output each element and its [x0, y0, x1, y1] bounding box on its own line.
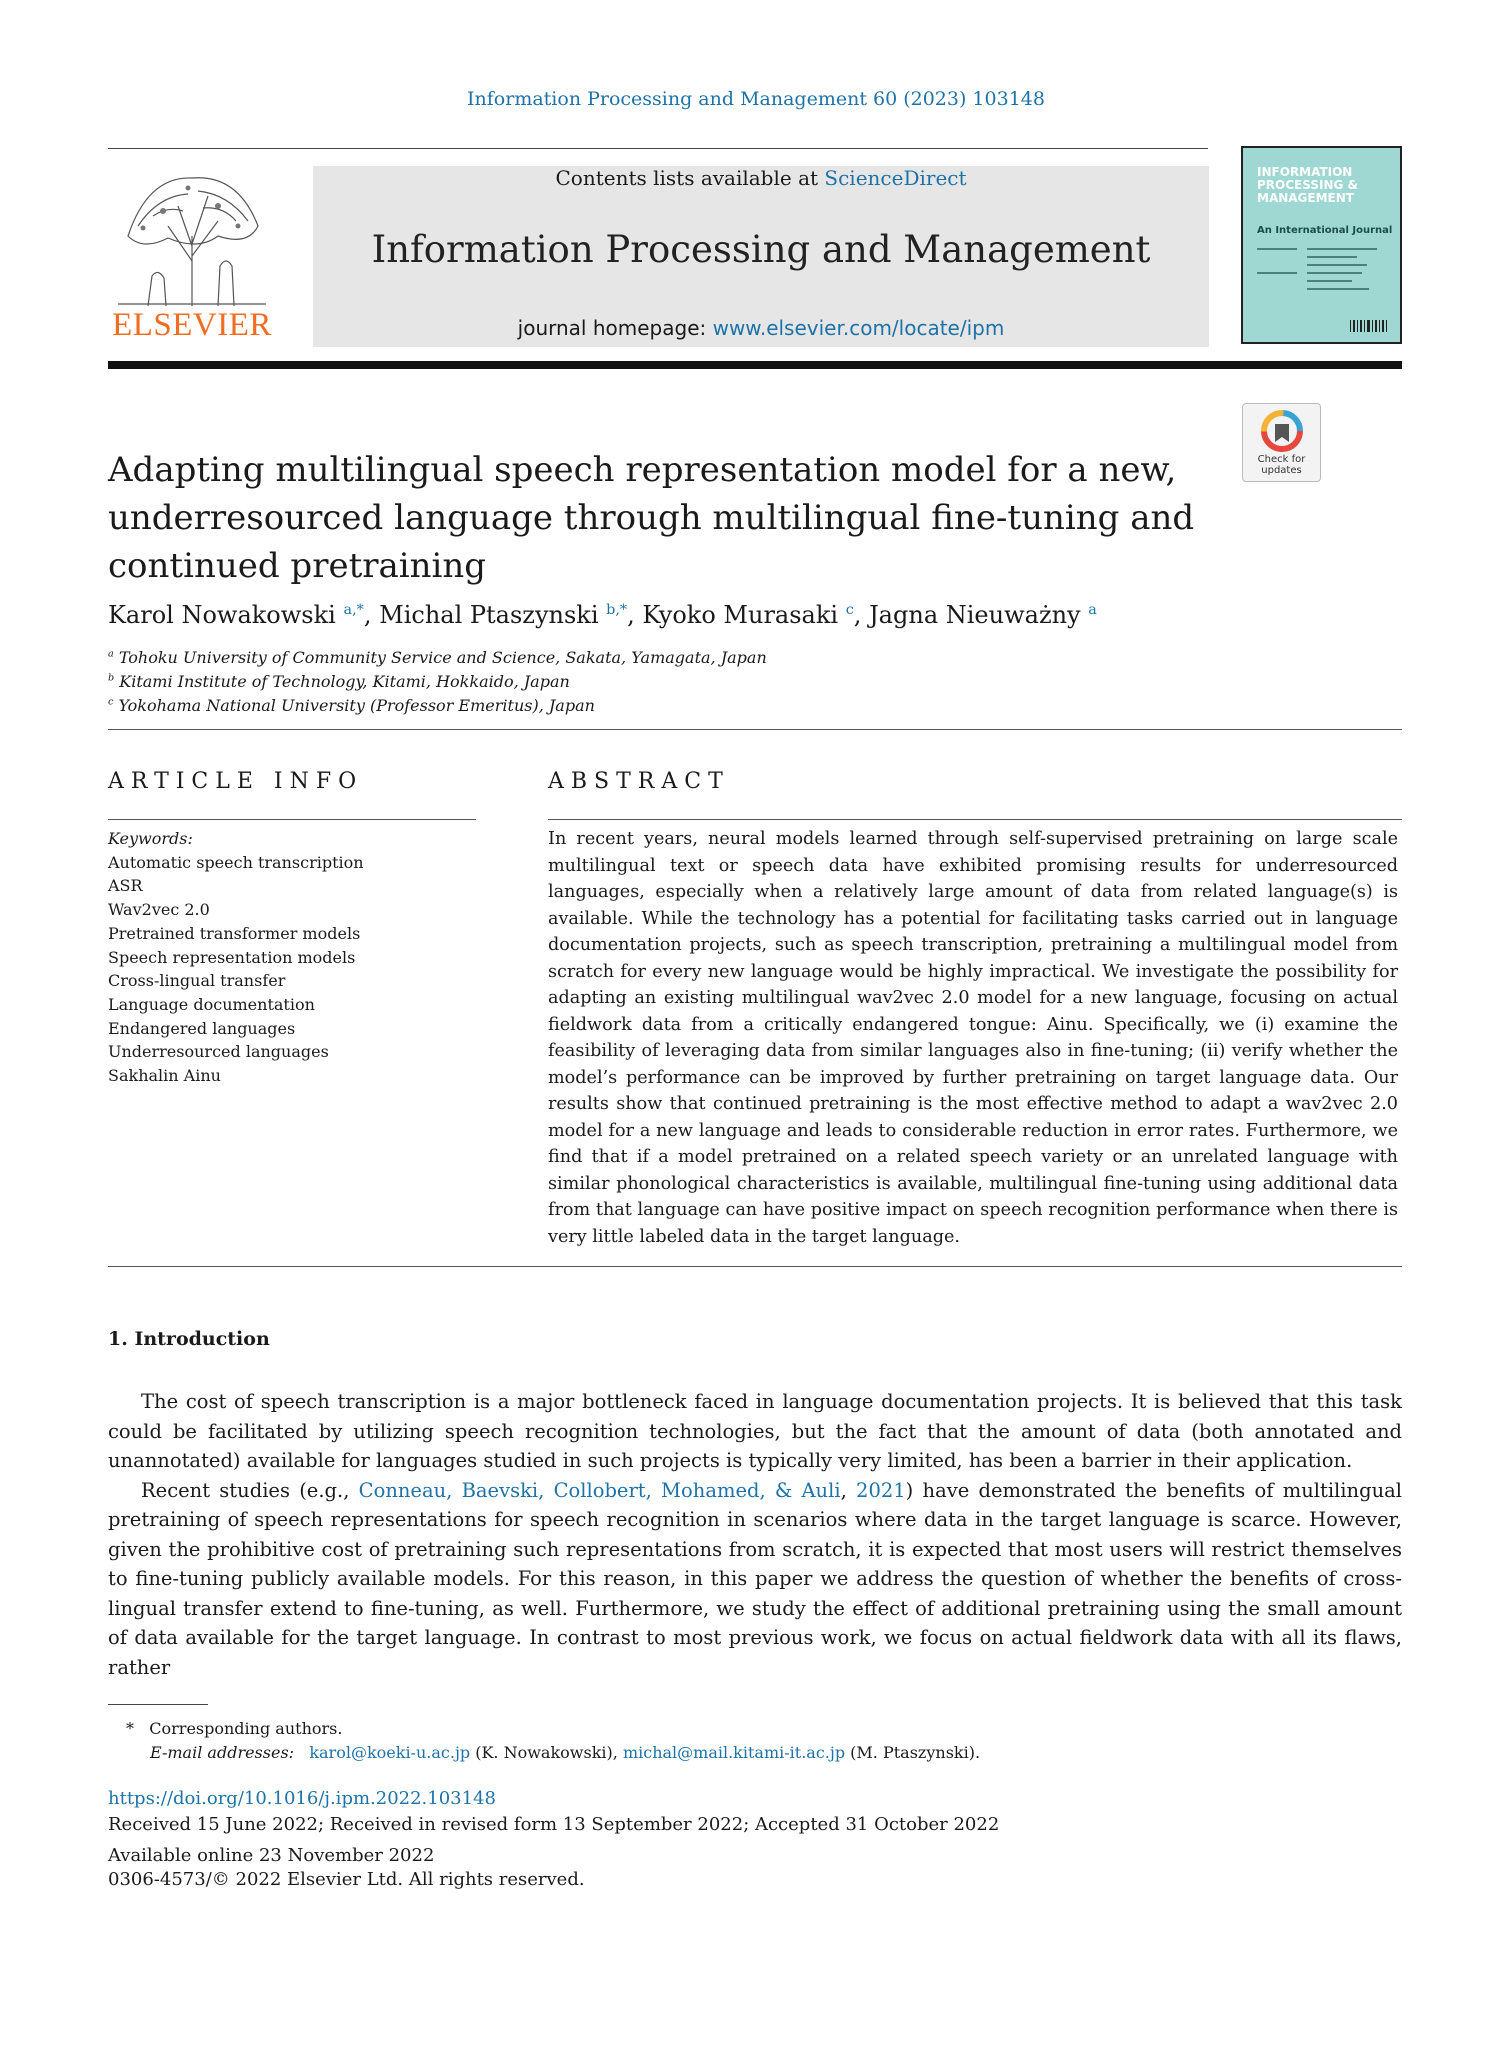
intro-text: , — [840, 1478, 857, 1502]
email-link[interactable]: karol@koeki-u.ac.jp — [309, 1743, 471, 1762]
email-owner: (K. Nowakowski), — [475, 1743, 618, 1762]
available-online: Available online 23 November 2022 — [108, 1845, 435, 1866]
email-label: E-mail addresses: — [150, 1743, 295, 1762]
keyword-item: Automatic speech transcription — [108, 852, 364, 872]
intro-paragraph: The cost of speech transcription is a major bottleneck faced in language documentation projects. It is believed that this task could be facilitated by utilizing speech recognition technologies, but the fact that the amount of data (both annotated and unannotated) available for languages studied in such projects is typically very limited, has been a barrier in their application. — [108, 1390, 1402, 1472]
intro-paragraph — [108, 1476, 1402, 1683]
keyword-item: Sakhalin Ainu — [108, 1066, 221, 1086]
contents-line — [313, 166, 1209, 190]
check-updates-icon — [1261, 410, 1303, 452]
homepage-prefix: journal homepage: — [517, 316, 713, 340]
citation-link[interactable]: Conneau, Baevski, Collobert, Mohamed, & Auli — [358, 1478, 841, 1502]
keyword-item: Speech representation models — [108, 947, 356, 967]
cover-text-lines — [1257, 244, 1387, 304]
abstract-text: In recent years, neural models learned through self-supervised pretraining on large scale multilingual text or speech data have exhibited promising results for underresourced languages, especially when a relatively large amount of data from related language(s) is available. While the technology has a potential for facilitating tasks carried out in language documentation projects, such as speech transcription, pretraining a multilingual model from scratch for every new language would be highly impractical. We investigate the possibility for adapting an existing multilingual wav2vec 2.0 model for a new language, focusing on actual fieldwork data from a critically endangered tongue: Ainu. Specifically, we (i) examine the feasibility of leveraging data from similar languages also in fine-tuning; (ii) verify whether the model’s performance can be improved by further pretraining on target language data. Our results show that continued pretraining is the most effective method to adapt a wav2vec 2.0 model for a new language and leads to considerable reduction in error rates. Furthermore, we find that if a model pretrained on a related speech variety or an unrelated language with similar phonological characteristics is available, multilingual fine-tuning using additional data from that language can have positive impact on speech recognition performance when there is very little labeled data in the target language. — [548, 829, 1398, 1247]
keyword-item: Underresourced languages — [108, 1042, 329, 1062]
journal-citation[interactable]: Information Processing and Management 60 (2023) 103148 — [467, 88, 1045, 110]
author-name[interactable]: Michal Ptaszynski — [379, 601, 599, 629]
author-affil-marker[interactable]: c — [845, 602, 854, 618]
sciencedirect-link[interactable]: ScienceDirect — [824, 166, 967, 190]
author-affil-marker[interactable]: b,* — [606, 602, 628, 618]
article-info-rule — [108, 819, 476, 820]
author-name[interactable]: Jagna Nieuważny — [869, 601, 1081, 629]
affiliation-item: $^a$ Tohoku University of Community Service and Science, Sakata, Yamagata, Japan — [108, 648, 767, 667]
email-owner: (M. Ptaszynski). — [850, 1743, 981, 1762]
author-affil-marker[interactable]: a — [1088, 602, 1097, 618]
homepage-line — [313, 316, 1209, 340]
abstract-rule — [548, 819, 1402, 820]
header-thick-rule — [108, 361, 1402, 369]
contents-prefix: Contents lists available at — [555, 166, 825, 190]
journal-cover-image[interactable] — [1241, 146, 1402, 344]
journal-header-box — [313, 166, 1209, 347]
keyword-item: Endangered languages — [108, 1018, 296, 1038]
footnote-marker: * — [126, 1719, 134, 1738]
keyword-item: Pretrained transformer models — [108, 923, 361, 943]
article-title: Adapting multilingual speech representation model for a new, underresourced language through multilingual fine-tuning and continued pretraining — [108, 450, 1195, 586]
footnote-corresponding — [126, 1719, 342, 1738]
header-divider — [108, 148, 1208, 149]
cover-title: INFORMATION PROCESSING & MANAGEMENT — [1257, 165, 1358, 205]
journal-title: Information Processing and Management — [371, 228, 1151, 271]
footnote-emails — [150, 1743, 980, 1762]
keyword-item: Language documentation — [108, 994, 315, 1014]
elsevier-tree-icon — [108, 166, 276, 306]
doi-link[interactable]: https://doi.org/10.1016/j.ipm.2022.103148 — [108, 1788, 496, 1809]
check-for-updates-button[interactable] — [1242, 403, 1321, 482]
keywords-list — [108, 827, 468, 1088]
keyword-item: ASR — [108, 876, 143, 896]
affiliation-item: $^b$ Kitami Institute of Technology, Kitami, Hokkaido, Japan — [108, 672, 570, 691]
author-name[interactable]: Kyoko Murasaki — [642, 601, 839, 629]
check-updates-label: Check for updates — [1257, 454, 1306, 476]
introduction-body — [108, 1387, 1402, 1682]
copyright: 0306-4573/© 2022 Elsevier Ltd. All rights reserved. — [108, 1869, 585, 1890]
section-divider — [108, 729, 1402, 730]
cover-subtitle: An International Journal — [1257, 225, 1393, 236]
elsevier-logo — [108, 166, 276, 344]
section-divider — [108, 1266, 1402, 1267]
article-info-heading: ARTICLE INFO — [108, 769, 364, 794]
email-link[interactable]: michal@mail.kitami-it.ac.jp — [622, 1743, 846, 1762]
keywords-label: Keywords: — [108, 829, 193, 848]
affiliation-item: $^c$ Yokohama National University (Professor Emeritus), Japan — [108, 696, 595, 715]
author-name[interactable]: Karol Nowakowski — [108, 601, 336, 629]
author-list: Karol Nowakowski $^{a,*}$, Michal Ptaszynski $^{b,*}$, Kyoko Murasaki $^c$, Jagna Nieuważny $^a$ — [108, 601, 1097, 629]
abstract-heading: ABSTRACT — [548, 769, 730, 794]
received-dates: Received 15 June 2022; Received in revised form 13 September 2022; Accepted 31 October 2022 — [108, 1814, 1000, 1835]
footnote-rule — [108, 1704, 208, 1705]
elsevier-wordmark: ELSEVIER — [112, 307, 272, 343]
keyword-item: Wav2vec 2.0 — [108, 900, 210, 920]
citation-year-link[interactable]: 2021 — [856, 1478, 906, 1502]
intro-text: Recent studies (e.g., — [141, 1478, 359, 1502]
author-affil-marker[interactable]: a,* — [343, 602, 364, 618]
homepage-link[interactable]: www.elsevier.com/locate/ipm — [712, 316, 1005, 340]
footnote-text: Corresponding authors. — [149, 1719, 343, 1738]
cover-barcode — [1350, 320, 1390, 332]
keyword-item: Cross-lingual transfer — [108, 971, 286, 991]
intro-text: ) have demonstrated the benefits of multilingual pretraining of speech representations for speech recognition in scenarios where data in the target language is scarce. However, given the prohibitive cost of pretraining such representations from scratch, it is expected that most users will restrict themselves to fine-tuning publicly available models. For this reason, in this paper we address the question of whether the benefits of cross-lingual transfer extend to fine-tuning, as well. Furthermore, we study the effect of additional pretraining using the small amount of data available for the target language. In contrast to most previous work, we focus on actual fieldwork data with all its flaws, rather — [108, 1478, 1402, 1679]
section-heading-introduction: 1. Introduction — [108, 1328, 270, 1350]
